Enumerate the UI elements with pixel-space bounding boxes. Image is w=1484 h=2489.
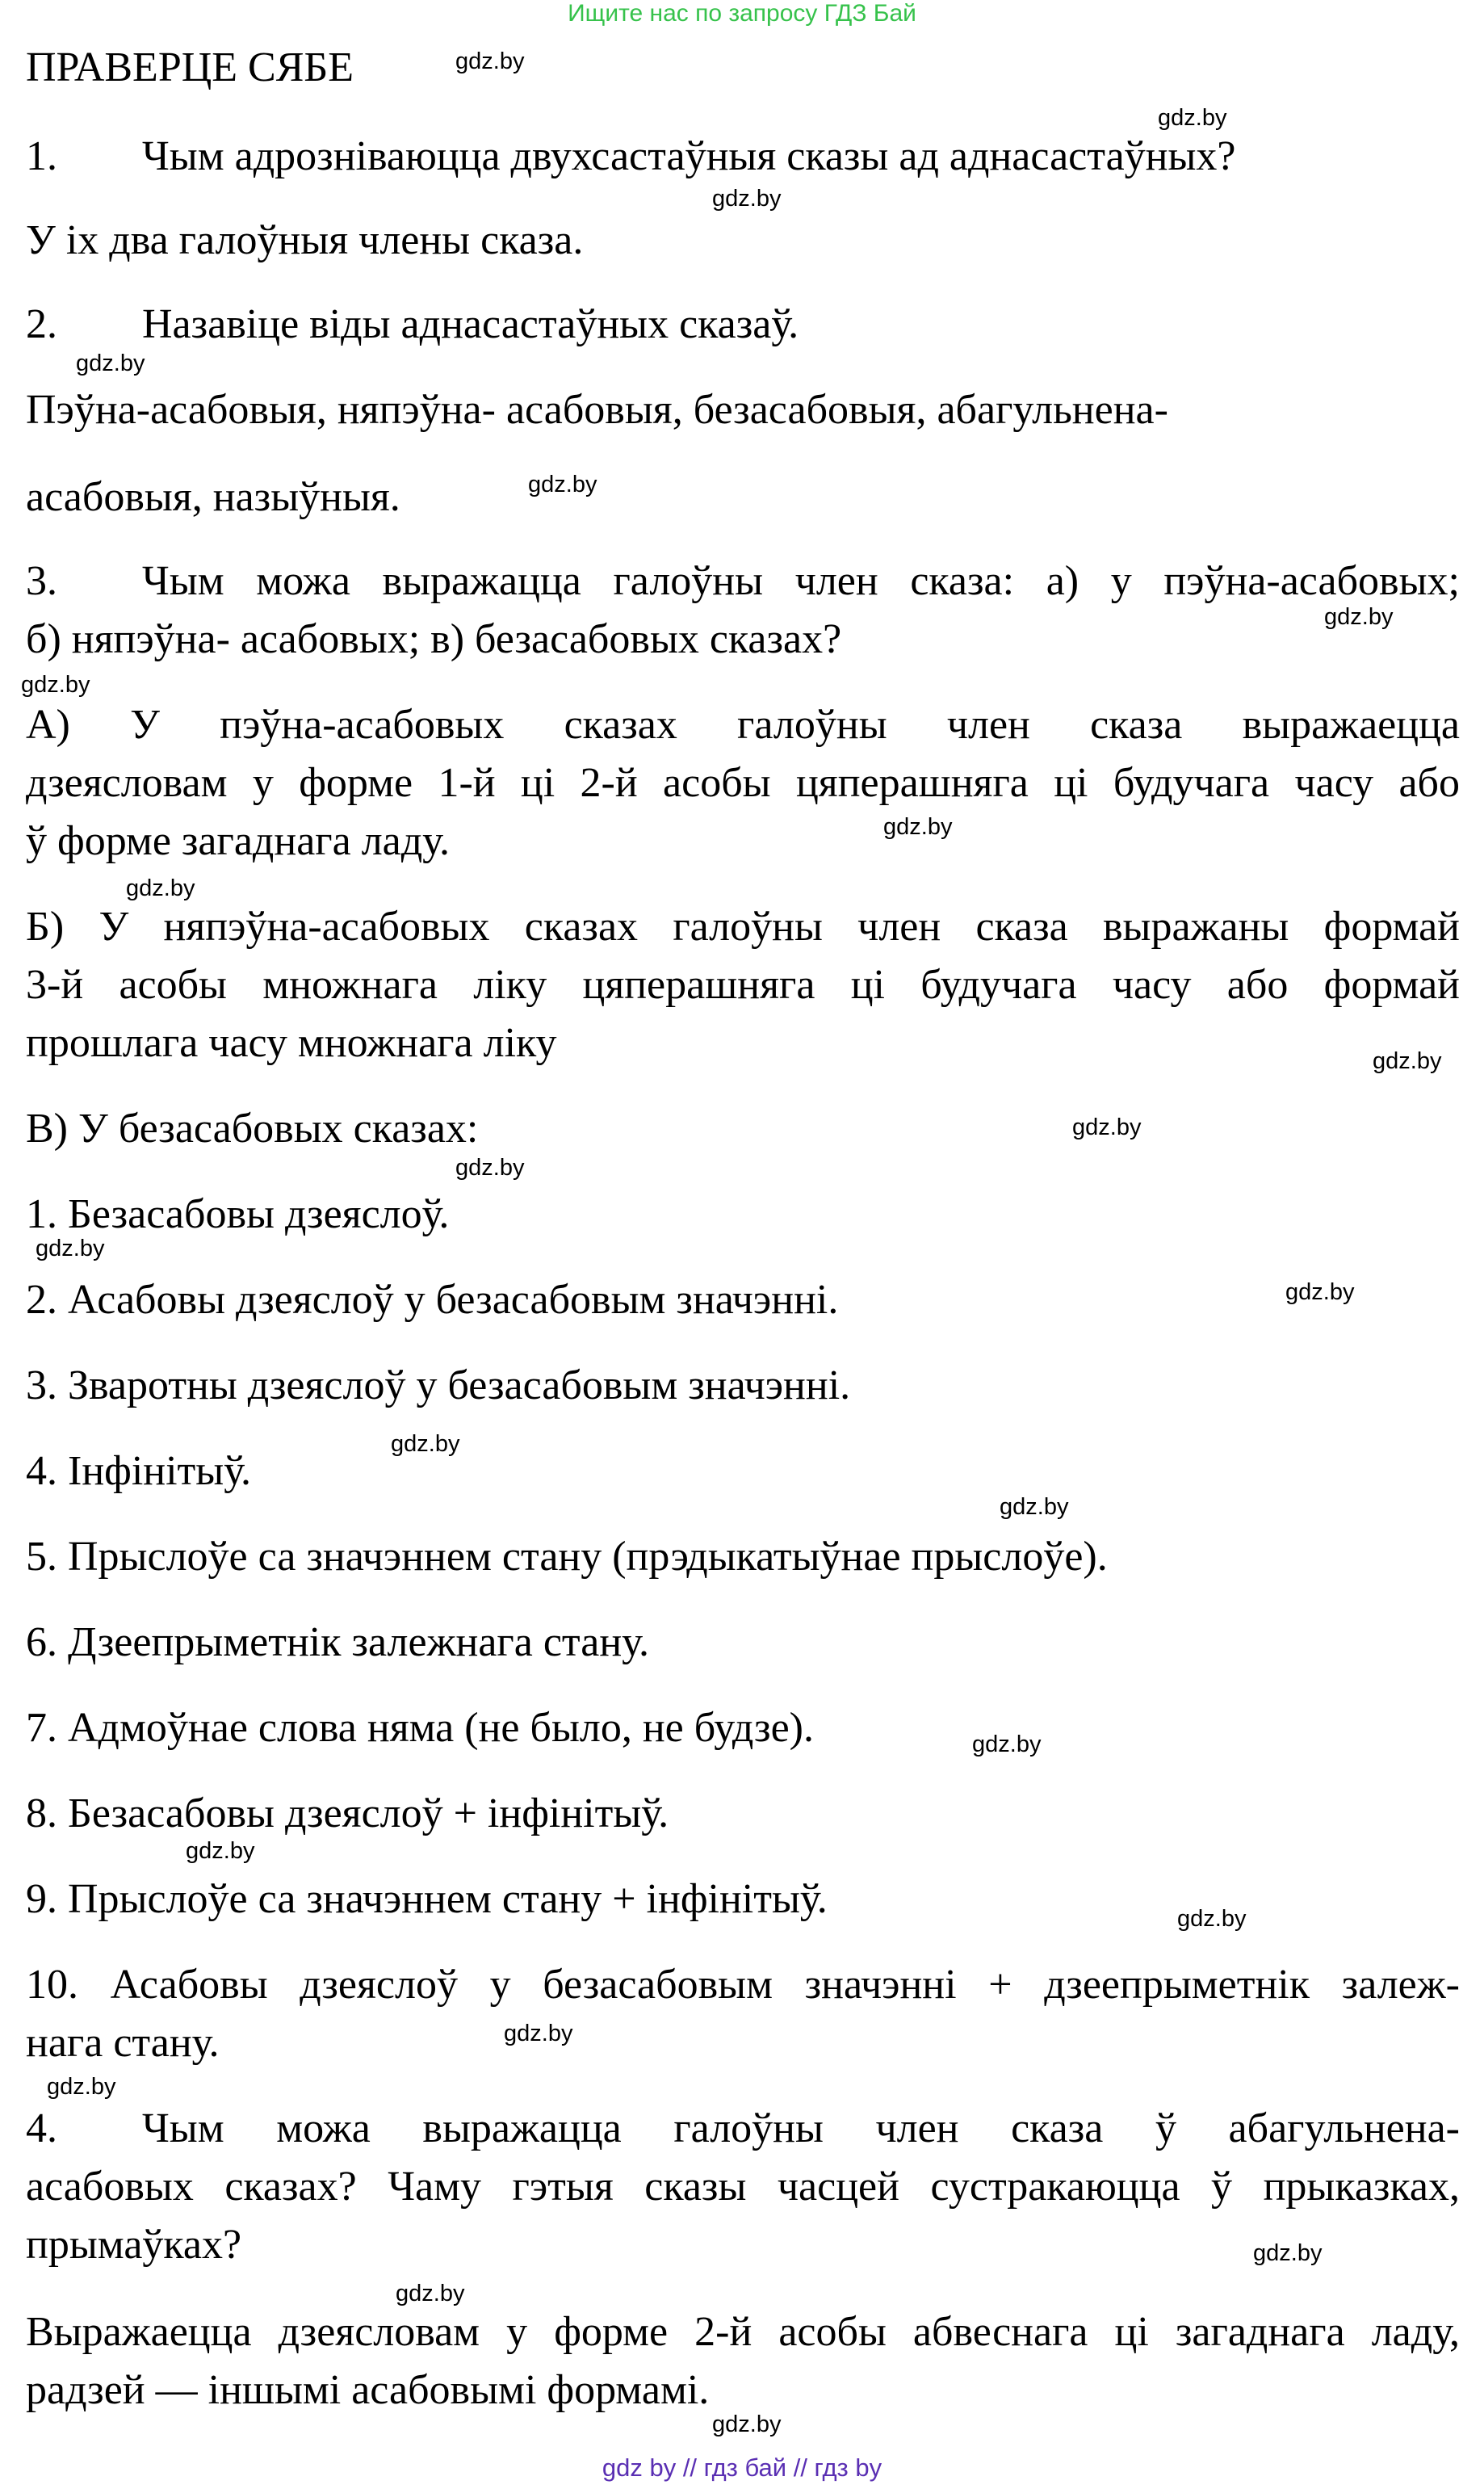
question-text: Чым можа выражацца галоўны член сказа: а) у пэўна-асабовых; [142,558,1460,604]
watermark: gdz.by [455,48,525,74]
watermark: gdz.by [126,875,195,901]
list-item: 9. Прыслоўе са значэннем стану + інфінітыў. [26,1876,828,1922]
watermark: gdz.by [391,1431,460,1457]
question-number: 2. [26,301,57,347]
question-3 [26,560,1460,602]
answer-3c-heading: В) У безасабовых сказах: [26,1106,479,1152]
list-item: 4. Інфінітыў. [26,1448,252,1494]
answer-3b-line: Б) У няпэўна-асабовых сказах галоўны член сказа выражаны формай [26,904,1460,950]
question-3-line: б) няпэўна- асабовых; в) безасабовых сказах? [26,616,842,662]
watermark: gdz.by [76,350,145,376]
question-number: 3. [26,558,57,604]
watermark: gdz.by [1373,1048,1442,1074]
answer-3a-line: ў форме загаднага ладу. [26,818,450,864]
watermark: gdz.by [1158,105,1227,131]
answer-3a-line: дзеясловам у форме 1-й ці 2-й асобы цяперашняга ці будучага часу або [26,760,1460,806]
search-banner[interactable]: Ищите нас по запросу ГДЗ Бай [568,0,916,27]
watermark: gdz.by [712,186,782,212]
watermark: gdz.by [21,672,90,698]
answer-3a-line: А) У пэўна-асабовых сказах галоўны член сказа выражаецца [26,702,1460,748]
list-item: 2. Асабовы дзеяслоў у безасабовым значэнні. [26,1277,839,1323]
list-item: 7. Адмоўнае слова няма (не было, не будзе). [26,1705,814,1751]
list-item: 8. Безасабовы дзеяслоў + інфінітыў. [26,1790,669,1836]
list-item: 1. Безасабовы дзеяслоў. [26,1191,450,1237]
question-text: Чым можа выражацца галоўны член сказа ў абагульнена- [142,2105,1460,2151]
watermark: gdz.by [47,2074,116,2100]
question-4-line: асабовых сказах? Чаму гэтыя сказы часцей сустракаюцца ў прыказках, [26,2164,1460,2210]
watermark: gdz.by [1000,1494,1069,1520]
watermark: gdz.by [1324,604,1394,630]
list-item: 10. Асабовы дзеяслоў у безасабовым значэнні + дзеепрыметнік залеж- [26,1962,1460,2008]
watermark: gdz.by [883,814,953,840]
question-1 [26,133,1236,179]
answer-4-line: радзей — іншымі асабовымі формамі. [26,2367,710,2413]
watermark: gdz.by [186,1838,255,1864]
question-text: Назавіце віды аднасастаўных сказаў. [142,301,799,347]
watermark: gdz.by [1285,1279,1355,1305]
answer-3b-line: 3-й асобы множнага ліку цяперашняга ці будучага часу або формай [26,962,1460,1008]
answer-2-line: Пэўна-асабовыя, няпэўна- асабовыя, безасабовыя, абагульнена- [26,387,1168,433]
question-4-line: прымаўках? [26,2222,242,2268]
footer-links[interactable]: gdz by // гдз бай // гдз by [602,2453,882,2482]
answer-4-line: Выражаецца дзеясловам у форме 2-й асобы абвеснага ці загаднага ладу, [26,2309,1460,2355]
page-title: ПРАВЕРЦЕ СЯБЕ [26,44,354,90]
list-item: 3. Зваротны дзеяслоў у безасабовым значэнні. [26,1362,851,1408]
watermark: gdz.by [36,1236,105,1261]
list-item: 6. Дзеепрыметнік залежнага стану. [26,1619,649,1665]
watermark: gdz.by [504,2021,573,2046]
watermark: gdz.by [1253,2240,1323,2266]
watermark: gdz.by [455,1155,525,1181]
list-item: 5. Прыслоўе са значэннем стану (прэдыкатыўнае прыслоўе). [26,1534,1108,1580]
question-number: 1. [26,133,57,179]
question-text: Чым адрозніваюцца двухсастаўныя сказы ад аднасастаўных? [142,133,1236,179]
question-4 [26,2105,1460,2151]
watermark: gdz.by [528,472,597,497]
answer-3b-line: прошлага часу множнага ліку [26,1020,557,1066]
list-item-continuation: нага стану. [26,2020,220,2066]
watermark: gdz.by [1177,1906,1247,1932]
watermark: gdz.by [972,1731,1042,1757]
answer-1: У іх два галоўныя члены сказа. [26,217,584,263]
question-2 [26,301,799,347]
answer-2-line: асабовыя, назыўныя. [26,474,400,520]
watermark: gdz.by [396,2281,465,2306]
watermark: gdz.by [1072,1114,1142,1140]
question-number: 4. [26,2105,57,2151]
watermark: gdz.by [712,2411,782,2437]
